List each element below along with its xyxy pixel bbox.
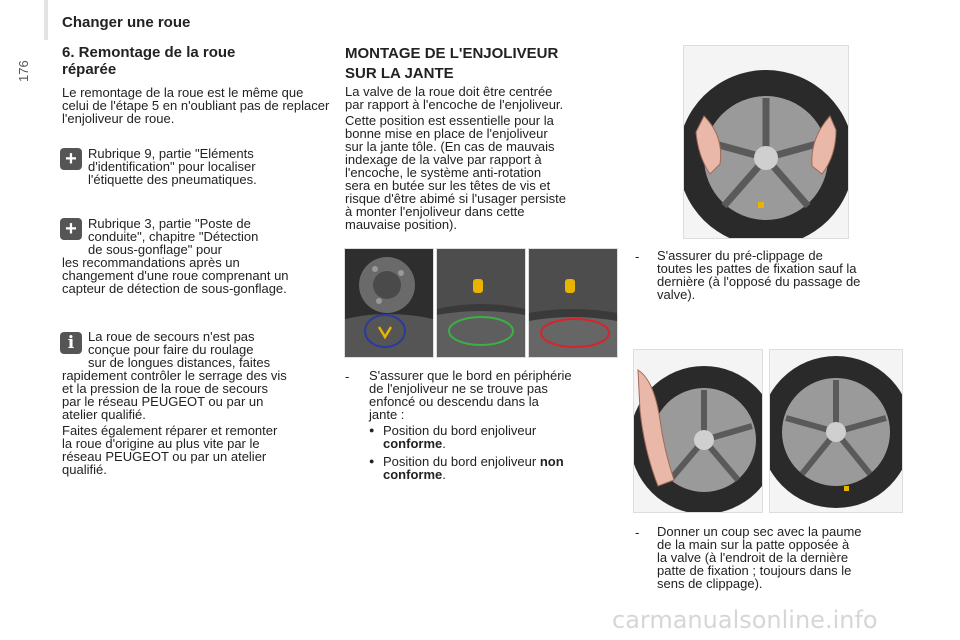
ref1-line: l'étiquette des pneumatiques. bbox=[88, 172, 257, 187]
photo-rim-valve-alignment bbox=[344, 248, 434, 358]
rim-photo-drawing bbox=[345, 249, 433, 357]
info-line: conçue pour faire du roulage bbox=[88, 342, 254, 357]
step1-line: valve). bbox=[657, 287, 696, 302]
dash-marker: - bbox=[345, 369, 350, 384]
p1-line: La valve de la roue doit être centrée bbox=[345, 84, 553, 99]
step1-line: dernière (à l'opposé du passage de bbox=[657, 274, 861, 289]
ref2-line: de sous-gonflage" pour bbox=[88, 242, 222, 257]
plus-icon: + bbox=[60, 148, 82, 170]
final-line: qualifié. bbox=[62, 462, 107, 477]
bullet-text: Position du bord enjoliveur bbox=[383, 454, 537, 469]
dash-marker: - bbox=[635, 525, 640, 540]
reference-note-1 bbox=[88, 147, 338, 186]
step2-line: Donner un coup sec avec la paume bbox=[657, 524, 862, 539]
bullet-icon: ● bbox=[369, 456, 375, 466]
p2-line: risque d'être abimé si l'usager persiste bbox=[345, 191, 567, 206]
info-line: La roue de secours n'est pas bbox=[88, 329, 255, 344]
photo-hand-strike bbox=[633, 349, 763, 513]
hand-strike-drawing bbox=[634, 350, 762, 512]
page-header-title: Changer une roue bbox=[62, 14, 191, 31]
wheel-finished-drawing bbox=[770, 350, 902, 512]
info-line: par le réseau PEUGEOT ou par un bbox=[62, 394, 264, 409]
step2-line: patte de fixation ; toujours dans le bbox=[657, 563, 852, 578]
ref2-line: capteur de détection de sous-gonflage. bbox=[62, 281, 287, 296]
p1-line: par rapport à l'encoche de l'enjoliveur. bbox=[345, 97, 564, 112]
reference-note-2-rest bbox=[62, 256, 342, 295]
section-title-enjoliveur bbox=[345, 44, 615, 84]
p2-line: Cette position est essentielle pour la bbox=[345, 113, 554, 128]
hands-wheel-drawing bbox=[684, 46, 848, 238]
ref1-line: d'identification" pour localiser bbox=[88, 159, 256, 174]
edge-non-conforme-drawing bbox=[529, 249, 617, 357]
intro-paragraph: Le remontage de la roue est le même que celui de l'étape 5 en n'oubliant pas de replacer l'enjoliveur de roue. bbox=[62, 85, 330, 126]
bullet-non-conforme bbox=[369, 455, 619, 481]
bullet-punct: . bbox=[442, 436, 446, 451]
ref2-line: les recommandations après un bbox=[62, 255, 240, 270]
bullet-bold: conforme bbox=[383, 467, 443, 482]
step-check-edge bbox=[345, 369, 620, 421]
bullet-icon: ● bbox=[369, 425, 375, 435]
step2-line: la valve (à l'endroit de la dernière bbox=[657, 550, 849, 565]
final-line: la roue d'origine au plus vite par le bbox=[62, 436, 260, 451]
bullet-text: Position du bord enjoliveur bbox=[383, 423, 537, 438]
photo-edge-conforme bbox=[436, 248, 526, 358]
p2-line: à monter l'enjoliveur dans cette bbox=[345, 204, 525, 219]
photo-wheel-finished bbox=[769, 349, 903, 513]
edge-conforme-drawing bbox=[437, 249, 525, 357]
p2-line: indexage de la valve par rapport à bbox=[345, 152, 542, 167]
valve-paragraph bbox=[345, 85, 615, 111]
bullet-bold: conforme bbox=[383, 436, 443, 451]
final-line: Faites également réparer et remonter bbox=[62, 423, 278, 438]
watermark: carmanualsonline.info bbox=[612, 606, 878, 634]
p2-line: bonne mise en place de l'enjoliveur bbox=[345, 126, 548, 141]
step-line: de l'enjoliveur ne se trouve pas bbox=[369, 381, 548, 396]
final-paragraph bbox=[62, 424, 342, 476]
header-bar bbox=[44, 0, 48, 40]
page-number: 176 bbox=[16, 60, 31, 82]
p2-line: l'encoche, le système anti-rotation bbox=[345, 165, 542, 180]
step-line: jante : bbox=[369, 407, 405, 422]
step-line: S'assurer que le bord en périphérie bbox=[369, 368, 572, 383]
step-line: enfoncé ou descendu dans la bbox=[369, 394, 539, 409]
photo-edge-non-conforme bbox=[528, 248, 618, 358]
bullet-punct: . bbox=[442, 467, 446, 482]
ref2-line: conduite", chapitre "Détection bbox=[88, 229, 259, 244]
p2-line: mauvaise position). bbox=[345, 217, 457, 232]
ref2-line: changement d'une roue comprenant un bbox=[62, 268, 289, 283]
photo-hands-wheel-top bbox=[683, 45, 849, 239]
ref2-line: Rubrique 3, partie "Poste de bbox=[88, 216, 251, 231]
section-title-remontage: 6. Remontage de la roue réparée bbox=[62, 44, 236, 78]
info-note-rest bbox=[62, 369, 342, 421]
title-line: MONTAGE DE L'ENJOLIVEUR bbox=[345, 45, 559, 62]
info-line: sur de longues distances, faites bbox=[88, 355, 271, 370]
step2-line: sens de clippage). bbox=[657, 576, 763, 591]
step1-line: S'assurer du pré-clippage de bbox=[657, 248, 823, 263]
p2-line: sur la jante tôle. (En cas de mauvais bbox=[345, 139, 555, 154]
info-line: et la pression de la roue de secours bbox=[62, 381, 268, 396]
step1-line: toutes les pattes de fixation sauf la bbox=[657, 261, 857, 276]
info-line: rapidement contrôler le serrage des vis bbox=[62, 368, 287, 383]
final-line: réseau PEUGEOT ou par un atelier bbox=[62, 449, 267, 464]
step-preclip bbox=[635, 249, 905, 301]
dash-marker: - bbox=[635, 249, 640, 264]
step-strike bbox=[635, 525, 905, 590]
info-line: atelier qualifié. bbox=[62, 407, 146, 422]
step2-line: de la main sur la patte opposée à bbox=[657, 537, 850, 552]
plus-icon: + bbox=[60, 218, 82, 240]
reference-note-2 bbox=[88, 217, 338, 256]
p2-line: sera en butée sur les têtes de vis et bbox=[345, 178, 551, 193]
bullet-conforme bbox=[369, 424, 619, 450]
bullet-bold: non bbox=[539, 454, 564, 469]
title-line: SUR LA JANTE bbox=[345, 65, 454, 82]
info-note bbox=[88, 330, 338, 369]
ref1-line: Rubrique 9, partie "Eléments bbox=[88, 146, 254, 161]
position-paragraph bbox=[345, 114, 620, 231]
info-icon: i bbox=[60, 332, 82, 354]
